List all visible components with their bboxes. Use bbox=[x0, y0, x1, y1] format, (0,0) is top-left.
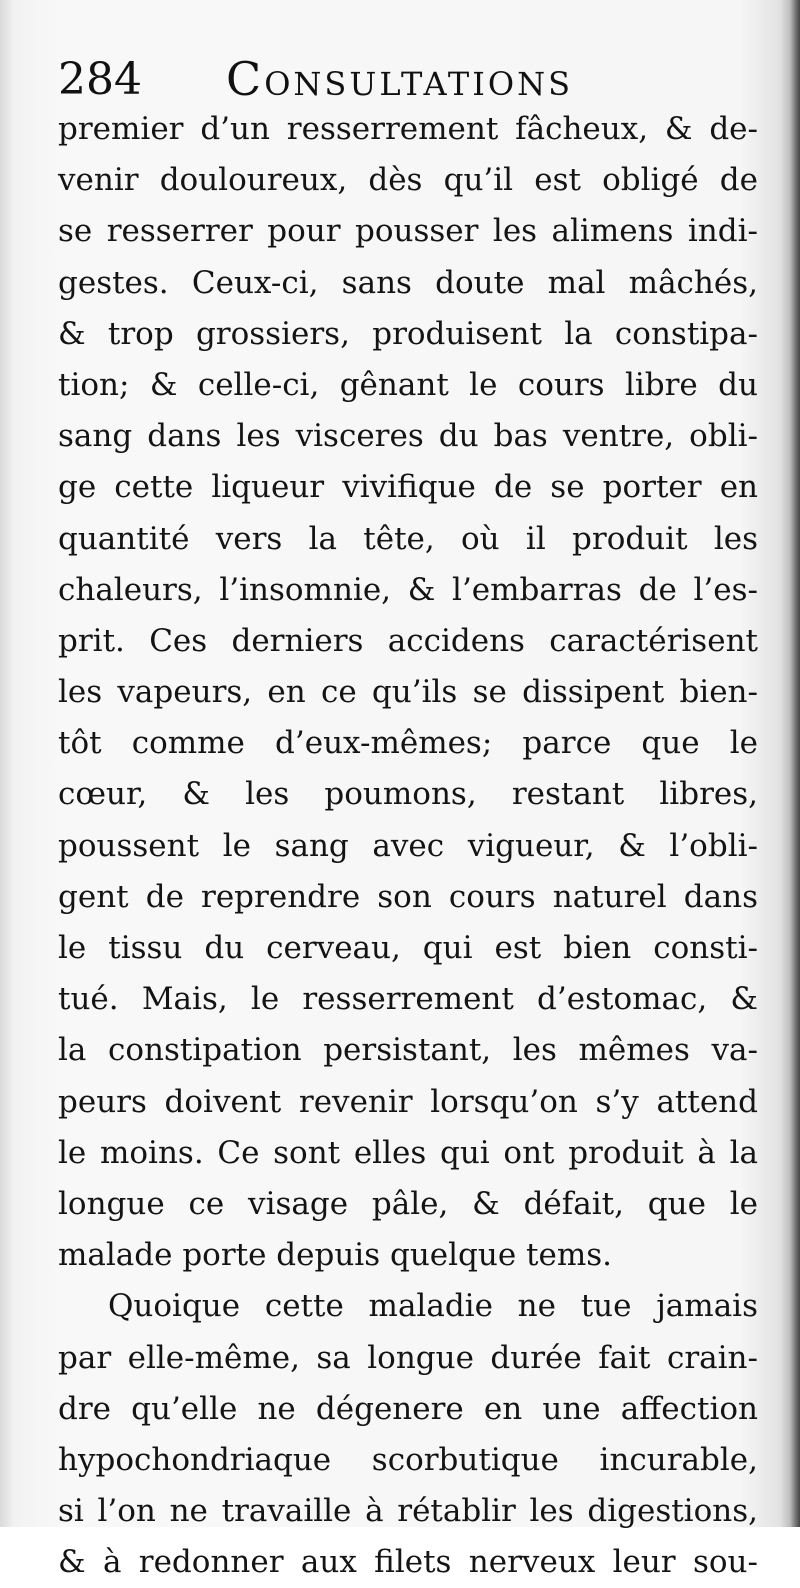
text-line: cœur, & les poumons, restant libres, bbox=[58, 776, 758, 813]
text-line: venir douloureux, dès qu’il est obligé de bbox=[58, 162, 758, 199]
text-line: par elle-même, sa longue durée fait crain- bbox=[58, 1339, 758, 1376]
text-line: tué. Mais, le resserrement d’estomac, & bbox=[58, 981, 758, 1018]
text-line: longue ce visage pâle, & défait, que le bbox=[58, 1185, 758, 1222]
text-line: gestes. Ceux-ci, sans doute mal mâchés, bbox=[58, 264, 758, 301]
page-number: 284 bbox=[58, 54, 142, 105]
page-header bbox=[58, 44, 778, 108]
text-line: quantité vers la tête, où il produit les bbox=[58, 520, 758, 557]
text-line: se resserrer pour pousser les alimens indi- bbox=[58, 213, 758, 250]
text-line: dre qu’elle ne dégenere en une affection bbox=[58, 1390, 758, 1427]
text-line: & trop grossiers, produisent la constipa- bbox=[58, 315, 758, 352]
text-line: tion; & celle-ci, gênant le cours libre du bbox=[58, 366, 758, 403]
text-line: le moins. Ce sont elles qui ont produit à la bbox=[58, 1134, 758, 1171]
text-line: ge cette liqueur vivifique de se porter en bbox=[58, 469, 758, 506]
text-line: si l’on ne travaille à rétablir les digestions, bbox=[58, 1493, 758, 1530]
text-line: tôt comme d’eux-mêmes; parce que le bbox=[58, 725, 758, 762]
text-line: sang dans les visceres du bas ventre, obli- bbox=[58, 418, 758, 455]
text-line: & à redonner aux filets nerveux leur sou- bbox=[58, 1544, 758, 1581]
running-title: Consultations bbox=[226, 52, 574, 106]
text-line: hypochondriaque scorbutique incurable, bbox=[58, 1441, 758, 1478]
text-line: gent de reprendre son cours naturel dans bbox=[58, 878, 758, 915]
text-line: poussent le sang avec vigueur, & l’obli- bbox=[58, 827, 758, 864]
page-edge-shadow bbox=[790, 0, 800, 1527]
text-line: premier d’un resserrement fâcheux, & de- bbox=[58, 111, 758, 147]
text-line: chaleurs, l’insomnie, & l’embarras de l’es- bbox=[58, 571, 758, 608]
text-line: Quoique cette maladie ne tue jamais bbox=[108, 1288, 758, 1325]
text-line: prit. Ces derniers accidens caractérisent bbox=[58, 622, 758, 659]
text-line: la constipation persistant, les mêmes va- bbox=[58, 1032, 758, 1069]
text-line: le tissu du cerveau, qui est bien consti- bbox=[58, 930, 758, 966]
text-line: peurs doivent revenir lorsqu’on s’y attend bbox=[58, 1083, 758, 1120]
text-line: malade porte depuis quelque tems. bbox=[58, 1237, 613, 1274]
text-line: les vapeurs, en ce qu’ils se dissipent bien- bbox=[58, 674, 758, 711]
body-text bbox=[58, 104, 758, 1588]
